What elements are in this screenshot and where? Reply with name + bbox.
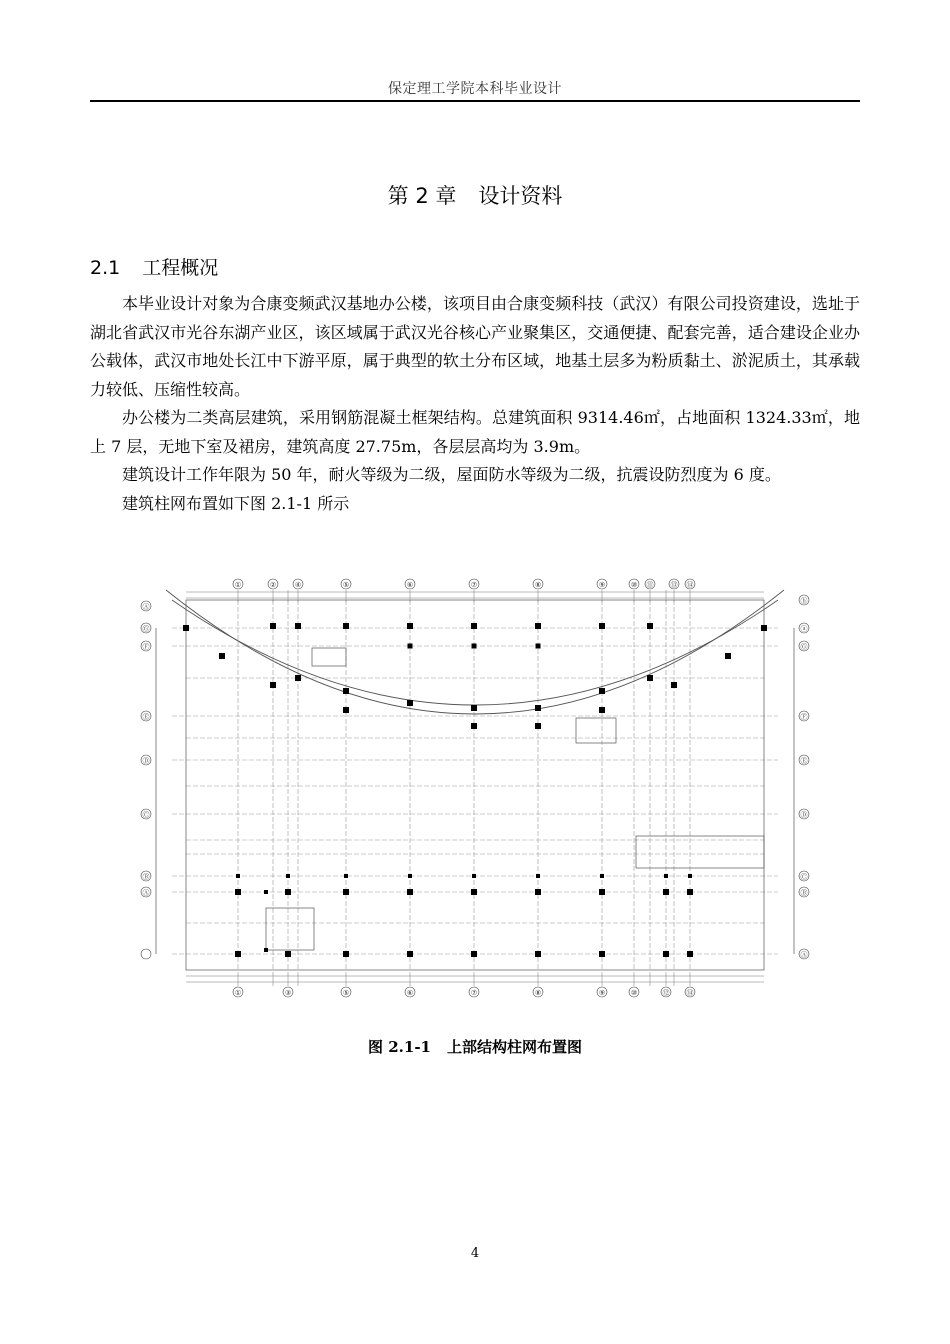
axis-label: ⑪ <box>646 581 654 589</box>
column <box>285 889 291 895</box>
column <box>407 951 413 957</box>
column <box>535 623 541 629</box>
column <box>599 951 605 957</box>
axis-label: Ⓑ <box>142 873 150 881</box>
section-number: 2.1 <box>90 257 121 279</box>
axis-label: ⑬ <box>670 581 678 589</box>
partition-outline <box>576 718 616 743</box>
axis-label: Ⓓ <box>142 757 150 765</box>
column <box>236 874 240 878</box>
column <box>295 675 301 681</box>
column <box>599 707 605 713</box>
column <box>663 951 669 957</box>
axis-label: Ⓐ <box>142 889 150 897</box>
axis-label: Ⓑ <box>800 889 808 897</box>
chapter-title: 设计资料 <box>478 184 563 208</box>
axis-label: ⑭ <box>686 581 694 589</box>
column <box>761 625 767 631</box>
axis-label: Ⓒ <box>800 873 808 881</box>
axis-label: ⓗ <box>800 597 808 605</box>
column <box>663 889 669 895</box>
axis-label: ② <box>269 581 277 589</box>
column <box>471 889 477 895</box>
chapter-heading <box>0 180 950 210</box>
column <box>408 644 413 649</box>
column <box>343 688 349 694</box>
paragraph: 本毕业设计对象为合康变频武汉基地办公楼，该项目由合康变频科技（武汉）有限公司投资建设，选址于湖北省武汉市光谷东湖产业区，该区域属于武汉光谷核心产业聚集区，交通便捷、配套完善，适合建设企业办公载体，武汉市地处长江中下游平原，属于典型的软土分布区域，地基土层多为粉质黏土、淤泥质土，其承载力较低、压缩性较高。 <box>90 294 860 399</box>
column <box>295 623 301 629</box>
axis-label: ⑫ <box>662 989 670 997</box>
paragraph: 办公楼为二类高层建筑，采用钢筋混凝土框架结构。总建筑面积 9314.46㎡，占地面积 1324.33㎡，地上 7 层，无地下室及裙房，建筑高度 27.75m，各层层高均为 3.9m。 <box>90 408 860 456</box>
column <box>599 688 605 694</box>
axis-label: Ⓓ <box>800 811 808 819</box>
column <box>535 951 541 957</box>
column <box>599 889 605 895</box>
caption-number: 图 2.1-1 <box>368 1038 431 1056</box>
partition-outline <box>312 648 346 666</box>
axis-label: ⑤ <box>342 581 350 589</box>
paragraph: 建筑设计工作年限为 50 年，耐火等级为二级，屋面防水等级为二级，抗震设防烈度为 6 度。 <box>122 465 781 484</box>
column <box>344 874 348 878</box>
column <box>235 889 241 895</box>
column <box>235 951 241 957</box>
column <box>270 682 276 688</box>
axis-label: Ⓔ <box>800 757 808 765</box>
column-grid-plan <box>136 578 814 998</box>
header-rule <box>90 100 860 102</box>
axis-label: ① <box>234 581 242 589</box>
column <box>647 675 653 681</box>
paragraph: 建筑柱网布置如下图 2.1-1 所示 <box>122 493 350 513</box>
column <box>471 705 477 711</box>
axis-label: ⑨ <box>598 989 606 997</box>
column <box>471 723 477 729</box>
axis-label: Ⓖ <box>800 643 808 651</box>
axis-label: ⑩ <box>630 581 638 589</box>
column <box>183 625 189 631</box>
column <box>472 874 476 878</box>
axis-label: ⑥ <box>406 581 414 589</box>
axis-label: ⑥ <box>406 989 414 997</box>
axis-label: ⑩ <box>630 989 638 997</box>
axis-label: Ⓖ <box>142 625 150 633</box>
axis-label: ⓐ <box>800 625 808 633</box>
axis-label: Ⓒ <box>142 811 150 819</box>
column <box>687 951 693 957</box>
axis-label: Ⓕ <box>142 643 150 651</box>
axis-label: ⑧ <box>534 581 542 589</box>
axis-label: ③ <box>284 989 292 997</box>
caption-title: 上部结构柱网布置图 <box>446 1038 582 1056</box>
column <box>219 653 225 659</box>
column <box>270 623 276 629</box>
page-header: 保定理工学院本科毕业设计 <box>388 81 562 97</box>
column <box>471 951 477 957</box>
body-text <box>90 290 860 518</box>
column <box>535 723 541 729</box>
column <box>536 644 541 649</box>
column <box>286 874 290 878</box>
axis-label: ① <box>234 989 242 997</box>
axis-label: ⑤ <box>342 989 350 997</box>
curved-beam-inner <box>172 600 778 705</box>
column <box>535 705 541 711</box>
section-heading <box>90 253 218 280</box>
column <box>535 889 541 895</box>
axis-label: ⑭ <box>686 989 694 997</box>
curved-beam-outer <box>166 590 784 714</box>
page-number: 4 <box>470 1246 480 1261</box>
column <box>536 874 540 878</box>
partition-outline <box>636 836 764 868</box>
column <box>688 874 692 878</box>
column <box>343 889 349 895</box>
column <box>264 948 268 952</box>
axis-label: ④ <box>294 581 302 589</box>
column <box>264 890 268 894</box>
column <box>407 623 413 629</box>
column <box>664 874 668 878</box>
axis-label: Ⓔ <box>142 713 150 721</box>
axis-label: ⑨ <box>598 581 606 589</box>
axis-label: ⑦ <box>470 581 478 589</box>
column <box>725 653 731 659</box>
column <box>687 889 693 895</box>
column <box>671 682 677 688</box>
column <box>407 700 413 706</box>
column <box>599 623 605 629</box>
axis-label: Ⓐ <box>800 951 808 959</box>
column <box>285 951 291 957</box>
column <box>600 874 604 878</box>
axis-label: ⑦ <box>470 989 478 997</box>
column <box>471 623 477 629</box>
axis-label: ⑧ <box>534 989 542 997</box>
column <box>343 951 349 957</box>
column <box>407 889 413 895</box>
column <box>343 707 349 713</box>
column <box>408 874 412 878</box>
column <box>647 623 653 629</box>
column <box>343 623 349 629</box>
axis-label: Ⓐ <box>142 603 150 611</box>
figure-caption <box>0 1036 950 1057</box>
section-title: 工程概况 <box>142 257 219 279</box>
chapter-number: 第 2 章 <box>387 184 457 208</box>
column <box>472 644 477 649</box>
axis-label: Ⓕ <box>800 713 808 721</box>
axis-bubble <box>141 949 151 959</box>
